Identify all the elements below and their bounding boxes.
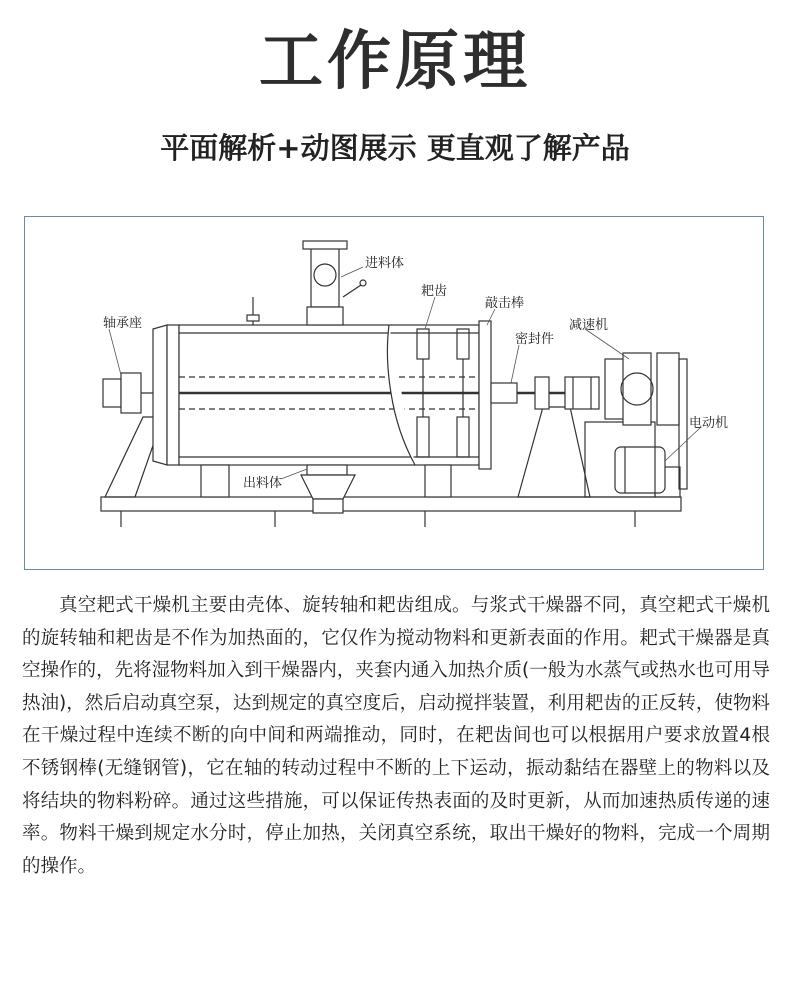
label-bearing-seat: 轴承座 (103, 316, 143, 331)
feed-port (303, 241, 366, 325)
label-seal: 密封件 (515, 332, 555, 347)
dryer-drawing (25, 217, 763, 569)
discharge-port (201, 465, 451, 513)
label-rake-teeth: 耙齿 (421, 284, 448, 299)
label-motor: 电动机 (689, 416, 729, 431)
dryer-schematic (24, 216, 764, 570)
label-knock-rod: 敲击棒 (485, 296, 525, 311)
description-paragraph: 真空耙式干燥机主要由壳体、旋转轴和耙齿组成。与浆式干燥器不同，真空耙式干燥机的旋转轴和耙齿是不作为加热面的，它仅作为搅动物料和更新表面的作用。耙式干燥器是真空操作的，先将湿物料加入到干燥器内，夹套内通入加热介质(一般为水蒸气或热水也可用导热油)，然后启动真空泵，达到规定的真空度后，启动搅拌装置，利用耙齿的正反转，使物料在干燥过程中连续不断的向中间和两端推动，同时，在耙齿间也可以根据用户要求放置4根不锈钢棒(无缝钢管)，它在轴的转动过程中不断的上下运动，振动黏结在器壁上的物料以及将结块的物料粉碎。通过这些措施，可以保证传热表面的及时更新，从而加速热质传递的速率。物料干燥到规定水分时，停止加热，关闭真空系统，取出干燥好的物料，完成一个周期的操作。 (22, 595, 770, 877)
seal-assembly (491, 377, 599, 409)
label-discharge: 出料体 (243, 476, 283, 491)
page-subtitle: 平面解析+动图展示 更直观了解产品 (160, 131, 630, 165)
motor (615, 447, 665, 493)
page-title: 工作原理 (259, 25, 531, 99)
label-reducer: 减速机 (569, 318, 609, 333)
left-flange (153, 325, 179, 465)
label-feed: 进料体 (365, 256, 405, 271)
